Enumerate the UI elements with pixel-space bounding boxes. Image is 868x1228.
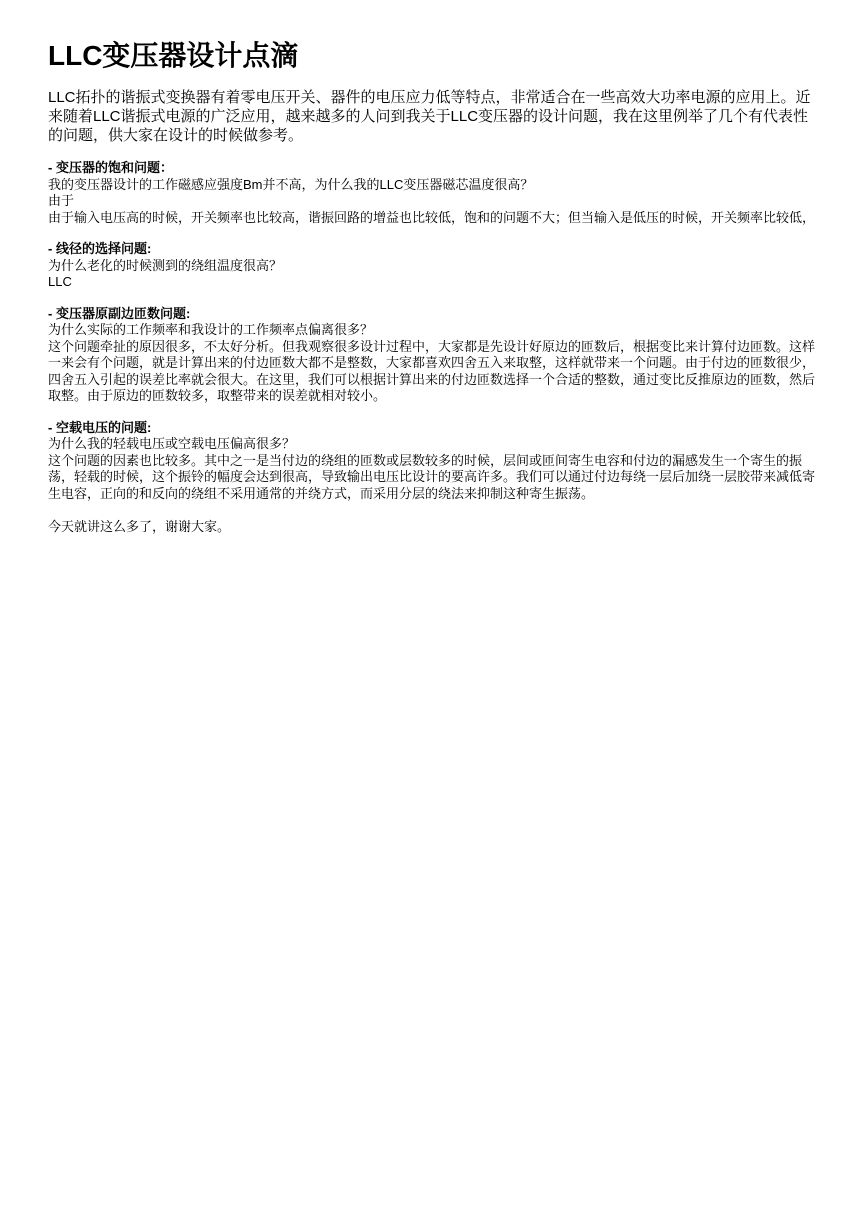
section-text: 这个问题的因素也比较多。其中之一是当付边的绕组的匝数或层数较多的时候，层间或匝间寄生电容和付边的漏感发生一个寄生的振荡，轻载的时候，这个振铃的幅度会达到很高，导致输出电压比设计的要高许多。我们可以通过付边每绕一层后加绕一层胶带来减低寄生电容，正向的和反向的绕组不采用通常的并绕方式，而采用分层的绕法来抑制这种寄生振荡。 xyxy=(48,452,816,501)
page-title: LLC变压器设计点滴 xyxy=(48,40,299,71)
section-text: LLC xyxy=(48,274,72,289)
section-text: 由于输入电压高的时候，开关频率也比较高，谐振回路的增益也比较低，饱和的问题不大；但当输入是低压的时候，开关频率比较低， xyxy=(48,209,816,225)
closing-remark: 今天就讲这么多了，谢谢大家。 xyxy=(48,519,231,534)
section-turns xyxy=(48,306,820,405)
section-question: 为什么实际的工作频率和我设计的工作频率点偏离很多？ xyxy=(48,322,374,337)
section-heading: - 变压器原副边匝数问题: xyxy=(48,305,191,321)
section-no-load-voltage xyxy=(48,420,820,503)
section-heading: - 空载电压的问题: xyxy=(48,419,152,435)
section-heading: - 线径的选择问题: xyxy=(48,241,152,256)
section-saturation xyxy=(48,160,820,226)
intro-paragraph: LLC拓扑的谐振式变换器有着零电压开关、器件的电压应力低等特点，非常适合在一些高效大功率电源的应用上。近来随着LLC谐振式电源的广泛应用，越来越多的人问到我关于LLC变压器的设计问题，我在这里例举了几个有代表性的问题，供大家在设计的时候做参考。 xyxy=(48,89,811,144)
section-heading: - 变压器的饱和问题： xyxy=(48,160,173,175)
section-question: 为什么老化的时候测到的绕组温度很高？ xyxy=(48,257,283,273)
section-text: 这个问题牵扯的原因很多，不太好分析。但我观察很多设计过程中，大家都是先设计好原边的匝数后，根据变比来计算付边匝数。这样一来会有个问题，就是计算出来的付边匝数大都不是整数，大家都喜欢四舍五入来取整，这样就带来一个问题。由于付边的匝数很少，四舍五入引起的误差比率就会很大。在这里，我们可以根据计算出来的付边匝数选择一个合适的整数，通过变比反推原边的匝数，然后取整。由于原边的匝数较多，取整带来的误差就相对较小。 xyxy=(48,338,816,403)
section-question: 为什么我的轻载电压或空载电压偏高很多？ xyxy=(48,436,296,451)
section-wire-gauge xyxy=(48,241,820,291)
section-text: 由于 xyxy=(48,193,75,208)
section-question: 我的变压器设计的工作磁感应强度Bm并不高，为什么我的LLC变压器磁芯温度很高？ xyxy=(48,176,534,192)
